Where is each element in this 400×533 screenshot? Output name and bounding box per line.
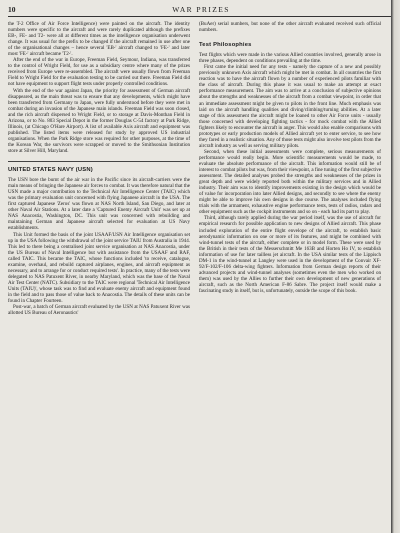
paragraph: After the end of the war in Europe, Freeman Field, Seymour, Indiana, was transferred to the control of Wright Field, for use as a subsidiary centre where many of the prizes received from Europe were re-assembled. The aircraft were usually flown from Freeman Field to Wright Field for the evaluation testing to be carried out there. Freeman Field did not have equipment to support flight tests under properly controlled conditions. xyxy=(8,57,190,88)
left-column xyxy=(8,21,190,527)
paragraph: Test flights which were made in the various Allied countries involved, generally arose in three phases, dependent on conditions prevailing at the time. xyxy=(199,52,381,65)
paragraph: Third, although rarely applied during the war period itself, was the use of aircraft for empirical research for possible application to new designs of Allied aircraft. This phase included exploration of the entire flight envelope of the aircraft, to establish basic aerodynamic information on one or more of its features, and might be combined with wind-tunnel tests of the aircraft, either complete or in model form. These were used by the British in their tests of the Messerschmitt Me 163B and Horten Ho IV, to establish information of use for later tailless jet aircraft. In the USA similar tests of the Lippisch DM-1 in the wind-tunnel at Langley were used in the development of the Convair XF-92/F-102/F-106 delta-wing fighters. Information from German design reports of their advanced projects and wind-tunnel analyses (sometimes even the men who worked on them) was used by the Allies to further their own development of new generations of aircraft, such as the North American F-86 Sabre. The project itself would make a fascinating study in itself, but is, unfortunately, outside the scope of this book. xyxy=(199,215,381,294)
paragraph: The USN bore the burnt of the air war in the Pacific since its aircraft-carriers were the main means of bringing the Japanese air forces to combat. It was therefore natural that the USN made a major contribution to the Technical Air Intelligence Center (TAIC) which was the primary evaluation unit concerned with flying Japanese aircraft in the USA. The first captured Japanese 'Zeros' was flown at NAS North Island, San Diego, and later at other Naval Air Stations. At a later date a 'Captured Enemy Aircraft Unit' was set up at NAS Anacostia, Washington, DC. This unit was concerned with rebuilding and maintaining German and Japanese aircraft selected for evaluation at US Navy establishments. xyxy=(8,177,190,232)
page-number: 10 xyxy=(8,5,16,14)
paragraph: Post-war, a batch of German aircraft evaluated by the USN at NAS Patuxent River was allotted US Bureau of Aeronautics' xyxy=(8,304,190,317)
header-rule xyxy=(8,16,394,17)
section-title-test-philosophies: Test Philosophies xyxy=(199,42,252,49)
paragraph: With the end of the war against Japan, the priority for assessment of German aircraft disappeared, as the main threat was to ensure that any developments, which might have been transferred from Germany to Japan, were fully understood before they were met in combat during an invasion of the Japanese main islands. Freeman Field was soon closed, and the rich aircraft dispersed to Wright Field, or to storage at Davis-Monthan Field in Arizona, or to No. 803 Special Depot in the former Douglas C-54 factory at Park Ridge, Illinois, (at Chicago O'Hare Airport). A list of available Axis aircraft and equipment was published. The listed items were released for study by approved US industrial organisations. When the Park Ridge store was required for other purposes, at the time of the Korean War, the survivors were scrapped or moved to the Smithsonian Institution store at Silver Hill, Maryland. xyxy=(8,87,190,154)
section-rule xyxy=(8,161,190,162)
paragraph: (BuAer) serial numbers, but none of the other aircraft evaluated received such official numbers. xyxy=(199,21,381,34)
running-head: WAR PRIZES xyxy=(172,5,230,14)
right-column xyxy=(199,21,381,527)
paragraph: the T-2 Office of Air Force Intelligence) were painted on the aircraft. The identity numbers were specific to the aircraft and were rarely duplicated although the prefixes EB-, FE- and T2- were all at different times as the intelligence organisation underwent change. It was usual for the prefix to be changed if the aircraft remained in use after one of the organisational changes – hence several 'EB-' aircraft changed to 'FE-' and later most 'FE-' aircraft became 'T2-'. xyxy=(8,21,190,58)
section-title-usn: UNITED STATES NAVY (USN) xyxy=(8,167,93,174)
paragraph: Second, when these initial assessments were complete, serious measurements of performance would really begin. More scientific measurements would be made, to evaluate the absolute performance of the aircraft. This information would still be of interest to combat pilots but was, from their viewpoint, a fine tuning of the first subjective assessment. The detailed analyses probed the strengths and weaknesses of the prizes in great depth and were widely reported both within the military services and in Allied industry. Their aim was to identify improvements existing in the design which would be of value for incorporation into later Allied designs, and secondly to see where the enemy might be able to improve his own designs in due course. The analyses included flying trials with the armament, exhaustive engine performance tests, tests of radios, radars and other equipment such as the cockpit instruments and so on - each had its part to play. xyxy=(199,148,381,216)
paragraph: First came the initial need for any tests - namely the capture of a new and possibly previously unknown Axis aircraft which might be met in combat. In all countries the first reaction was to have the aircraft flown by a number of experienced pilots familiar with the class of aircraft. During this phase it was usual to make an attempt at exact performance measurement. The aim was to arrive at a conclusion of subjective opinions about the strengths and weaknesses of the aircraft from a combat viewpoint, in order that an immediate assessment might be given to pilots in the front line. Much emphasis was laid on the aircraft handling qualities and diving/climbing/turning abilities. At a later stage of this assessment the aircraft might be loaned to other Air Force units - usually those concerned with developing fighting tactics - for mock combat with the Allied fighters likely to encounter the aircraft in anger. This would also enable comparisons with prototypes or early production models of Allied aircraft yet to enter service, to see how they fared in a realistic situation. Any of those tests might also involve test pilots from the aircraft industry as well as serving military pilots. xyxy=(199,64,381,149)
paragraph: This Unit formed the basis of the joint USAAF/USN Air Intelligence organisation set up in the USA following the withdrawal of the joint service TAIU from Australia in 1944. This led to there being a centralised joint service organisation at NAS Anacostia, under the US Bureau of Naval Intelligence but with assistance from the USAAF and RAF, called TAIC. This became the TAIC, whose functions included 'to receive, catalogue, examine, overhaul, and rebuild captured airplanes, engines, and aircraft equipment as necessary, and to arrange for or conduct required tests'. In practice, many of the tests were delegated to NAS Patuxent River, in nearby Maryland, which was the base of the Naval Air Test Center (NATC). Subsidiary to the TAIC were regional 'Technical Air Intelligence Units (TAIU)', whose task was to find and evaluate enemy aircraft and equipment found in the field and to pass those of value back to Anacostia. The details of these units can be found in Chapter Fourteen. xyxy=(8,231,190,305)
next-page-edge xyxy=(391,0,400,533)
